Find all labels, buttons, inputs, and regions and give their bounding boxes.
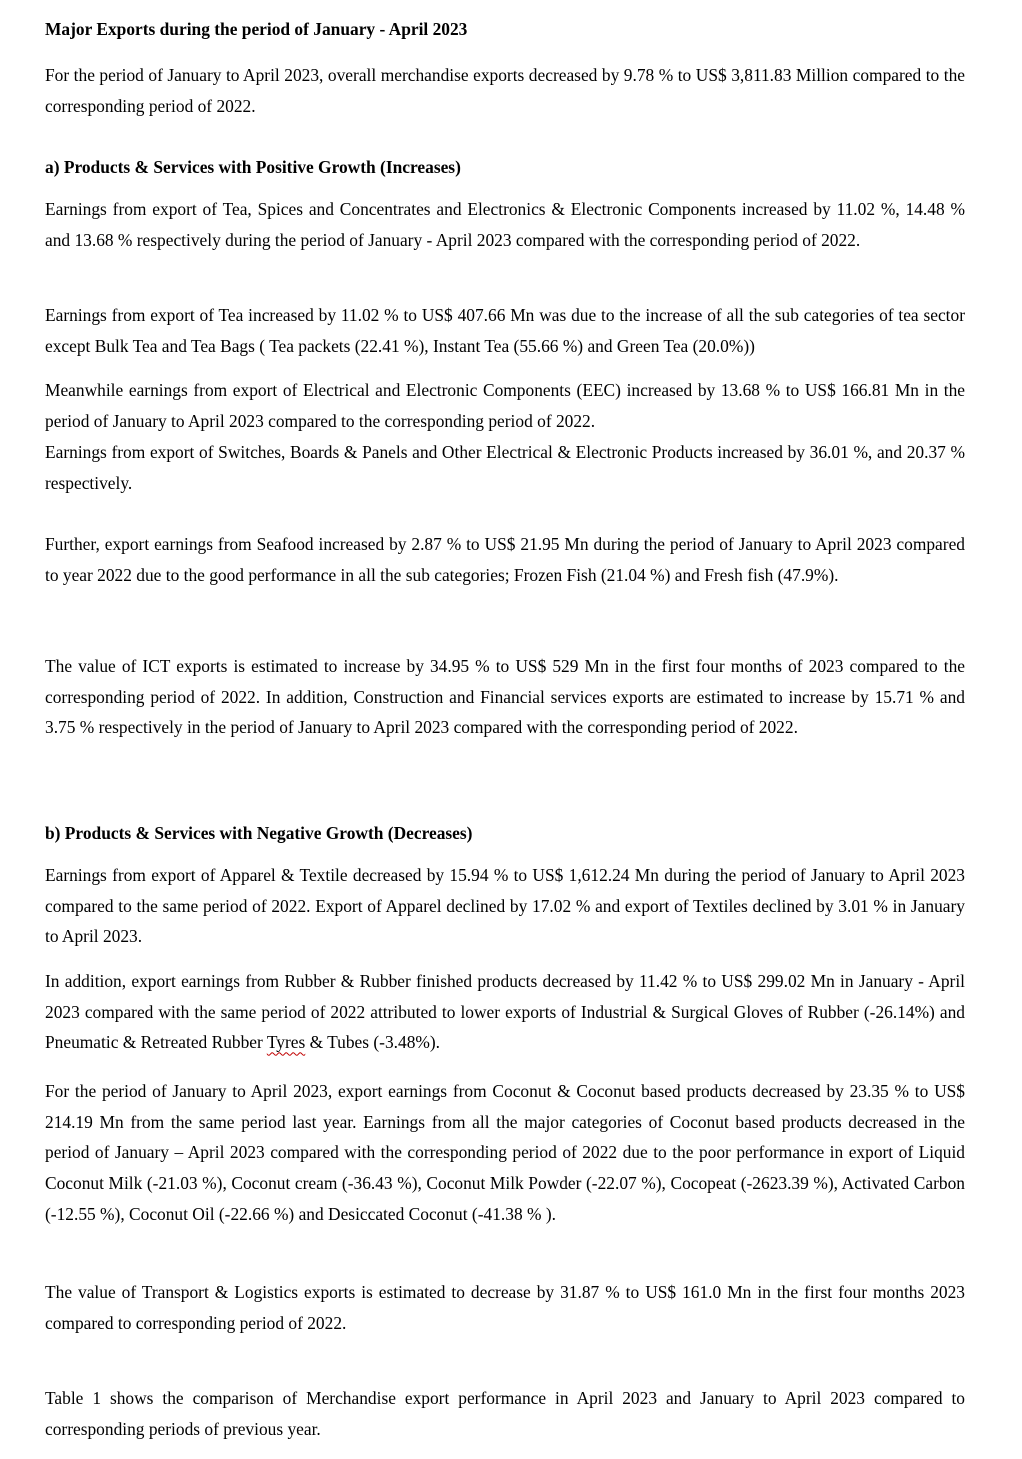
document-title: Major Exports during the period of January - April 2023 (45, 19, 468, 39)
section-b-heading: b) Products & Services with Negative Growth (Decreases) (45, 823, 473, 843)
section-a-paragraph-5: Further, export earnings from Seafood increased by 2.87 % to US$ 21.95 Mn during the period of January to April 2023 compared to year 2022 due to the good performance in all the sub categories; Frozen Fish (21.04 %) and Fresh fish (47.9%). (45, 534, 965, 585)
section-a-heading: a) Products & Services with Positive Growth (Increases) (45, 157, 461, 177)
section-a-paragraph-3: Meanwhile earnings from export of Electrical and Electronic Components (EEC) increased by 13.68 % to US$ 166.81 Mn in the period of January to April 2023 compared to the corresponding period of 2022. (45, 380, 965, 431)
section-b-paragraph-4: The value of Transport & Logistics exports is estimated to decrease by 31.87 % to US$ 161.0 Mn in the first four months 2023 compared to corresponding period of 2022. (45, 1282, 965, 1333)
spellcheck-flagged-word: Tyres (266, 1032, 306, 1053)
section-b-paragraph-1: Earnings from export of Apparel & Textile decreased by 15.94 % to US$ 1,612.24 Mn during the period of January to April 2023 compared to the same period of 2022. Export of Apparel declined by 17.02 % and export of Textiles declined by 3.01 % in January to April 2023. (45, 865, 965, 947)
section-a-paragraph-6: The value of ICT exports is estimated to increase by 34.95 % to US$ 529 Mn in the first four months of 2023 compared to the corresponding period of 2022. In addition, Construction and Financial services exports are estimated to increase by 15.71 % and 3.75 % respectively in the period of January to April 2023 compared with the corresponding period of 2022. (45, 656, 965, 738)
paragraph-text-before: In addition, export earnings from Rubber & Rubber finished products decreased by 11.42 % to US$ 299.02 Mn in January - April 2023 compared with the same period of 2022 attributed to lower exports of Industrial & Surgical Gloves of Rubber (-26.14%) and Pneumatic & Retreated Rubber (45, 971, 965, 1053)
section-a-paragraph-2: Earnings from export of Tea increased by 11.02 % to US$ 407.66 Mn was due to the increase of all the sub categories of tea sector except Bulk Tea and Tea Bags ( Tea packets (22.41 %), Instant Tea (55.66 %) and Green Tea (20.0%)) (45, 305, 965, 356)
section-a-paragraph-4: Earnings from export of Switches, Boards & Panels and Other Electrical & Electronic Products increased by 36.01 %, and 20.37 % respectively. (45, 442, 965, 493)
section-b-paragraph-2 (45, 966, 965, 1058)
section-b-paragraph-3: For the period of January to April 2023, export earnings from Coconut & Coconut based products decreased by 23.35 % to US$ 214.19 Mn from the same period last year. Earnings from all the major categories of Coconut based products decreased in the period of January – April 2023 compared with the corresponding period of 2022 due to the poor performance in export of Liquid Coconut Milk (-21.03 %), Coconut cream (-36.43 %), Coconut Milk Powder (-22.07 %), Cocopeat (-2623.39 %), Activated Carbon (-12.55 %), Coconut Oil (-22.66 %) and Desiccated Coconut (-41.38 % ). (45, 1081, 965, 1224)
intro-paragraph: For the period of January to April 2023, overall merchandise exports decreased by 9.78 % to US$ 3,811.83 Million compared to the corresponding period of 2022. (45, 65, 965, 116)
paragraph-text-after: & Tubes (-3.48%). (305, 1032, 441, 1053)
section-a-paragraph-1: Earnings from export of Tea, Spices and Concentrates and Electronics & Electronic Components increased by 11.02 %, 14.48 % and 13.68 % respectively during the period of January - April 2023 compared with the corresponding period of 2022. (45, 199, 965, 250)
closing-paragraph: Table 1 shows the comparison of Merchandise export performance in April 2023 and January to April 2023 compared to corresponding periods of previous year. (45, 1388, 965, 1439)
